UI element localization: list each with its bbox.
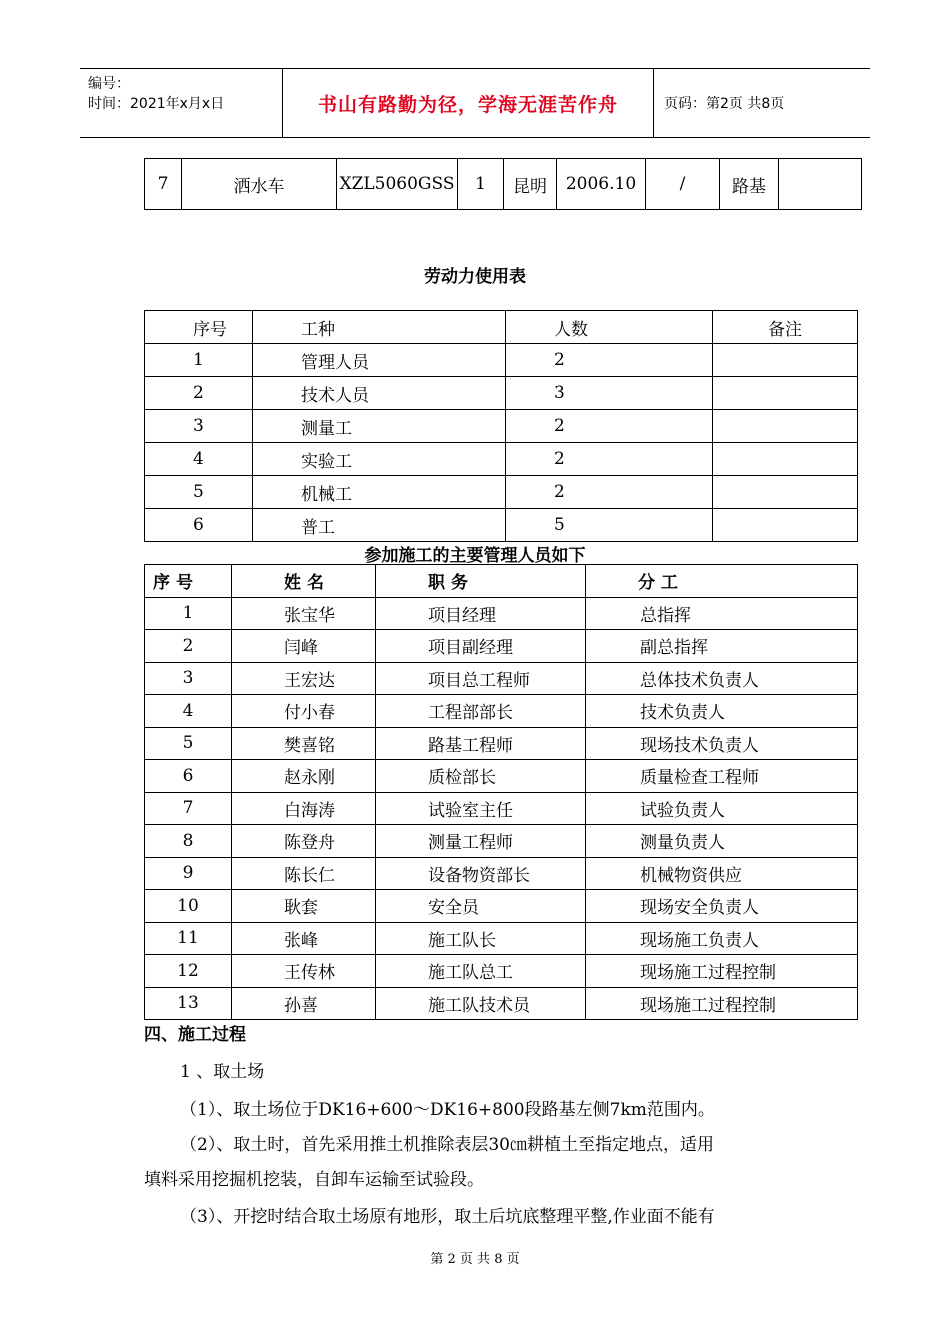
- management-cell: 测量负责人: [586, 825, 858, 858]
- paragraph-2-line-1: （2）、取土时，首先采用推土机推除表层30㎝耕植土至指定地点，适用: [180, 1135, 714, 1155]
- management-cell: 孙喜: [232, 987, 376, 1020]
- labor-cell: 2: [506, 476, 713, 509]
- management-cell: 陈长仁: [232, 857, 376, 890]
- labor-cell: 2: [506, 410, 713, 443]
- equipment-date: 2006.10: [557, 159, 646, 210]
- labor-table: [144, 310, 858, 542]
- table-row: [145, 760, 858, 793]
- management-header-cell: 序号: [145, 565, 232, 598]
- management-cell: 现场安全负责人: [586, 890, 858, 923]
- management-cell: 试验负责人: [586, 792, 858, 825]
- equipment-model: XZL5060GSS: [337, 159, 458, 210]
- paragraph-1: （1）、取土场位于DK16+600～DK16+800段路基左侧7km范围内。: [180, 1100, 715, 1120]
- table-row: [145, 410, 858, 443]
- table-row: [145, 727, 858, 760]
- labor-cell: 实验工: [253, 443, 506, 476]
- management-header-cell: 姓名: [232, 565, 376, 598]
- labor-header-cell: 人数: [506, 311, 713, 344]
- management-cell: 10: [145, 890, 232, 923]
- equipment-usage: 路基: [720, 159, 779, 210]
- management-header-cell: 分工: [586, 565, 858, 598]
- table-row: [145, 344, 858, 377]
- management-cell: 白海涛: [232, 792, 376, 825]
- management-table: [144, 564, 858, 1020]
- labor-cell: [713, 509, 858, 542]
- table-row: [145, 857, 858, 890]
- labor-cell: 3: [145, 410, 253, 443]
- management-cell: 耿套: [232, 890, 376, 923]
- management-cell: 2: [145, 630, 232, 663]
- management-cell: 质量检查工程师: [586, 760, 858, 793]
- management-cell: 王传林: [232, 955, 376, 988]
- management-cell: 施工队技术员: [376, 987, 586, 1020]
- table-row: [145, 922, 858, 955]
- table-row: [145, 630, 858, 663]
- page-footer: 第 2 页 共 8 页: [430, 1252, 520, 1267]
- management-cell: 王宏达: [232, 662, 376, 695]
- labor-cell: 5: [145, 476, 253, 509]
- page-header: [80, 68, 870, 138]
- management-cell: 现场施工过程控制: [586, 987, 858, 1020]
- table-row: [145, 695, 858, 728]
- management-cell: 安全员: [376, 890, 586, 923]
- labor-cell: [713, 344, 858, 377]
- table-row: [145, 662, 858, 695]
- management-cell: 测量工程师: [376, 825, 586, 858]
- labor-cell: 2: [506, 344, 713, 377]
- management-header-row: [145, 565, 858, 598]
- management-cell: 现场施工过程控制: [586, 955, 858, 988]
- table-row: [145, 476, 858, 509]
- management-cell: 8: [145, 825, 232, 858]
- management-cell: 樊喜铭: [232, 727, 376, 760]
- management-cell: 项目总工程师: [376, 662, 586, 695]
- labor-header-cell: 备注: [713, 311, 858, 344]
- management-cell: 总体技术负责人: [586, 662, 858, 695]
- management-cell: 路基工程师: [376, 727, 586, 760]
- table-row: [145, 955, 858, 988]
- table-row: [145, 987, 858, 1020]
- doc-number-label: 编号：: [88, 76, 130, 92]
- table-row: [145, 825, 858, 858]
- management-cell: 赵永刚: [232, 760, 376, 793]
- management-cell: 闫峰: [232, 630, 376, 663]
- management-cell: 陈登舟: [232, 825, 376, 858]
- labor-cell: 3: [506, 377, 713, 410]
- labor-cell: 2: [145, 377, 253, 410]
- management-cell: 工程部部长: [376, 695, 586, 728]
- equipment-seq: 7: [145, 159, 182, 210]
- header-page-number: 页码：第2页 共8页: [664, 96, 785, 112]
- labor-cell: [713, 410, 858, 443]
- labor-cell: 管理人员: [253, 344, 506, 377]
- management-cell: 5: [145, 727, 232, 760]
- labor-cell: 技术人员: [253, 377, 506, 410]
- labor-cell: [713, 377, 858, 410]
- management-cell: 质检部长: [376, 760, 586, 793]
- table-row: [145, 443, 858, 476]
- labor-cell: 5: [506, 509, 713, 542]
- management-cell: 9: [145, 857, 232, 890]
- management-cell: 项目经理: [376, 597, 586, 630]
- table-row: [145, 597, 858, 630]
- paragraph-3: （3）、开挖时结合取土场原有地形，取土后坑底整理平整,作业面不能有: [180, 1207, 715, 1227]
- management-cell: 11: [145, 922, 232, 955]
- labor-cell: 1: [145, 344, 253, 377]
- management-cell: 施工队长: [376, 922, 586, 955]
- header-info-cell: [80, 69, 283, 137]
- labor-cell: 6: [145, 509, 253, 542]
- management-cell: 6: [145, 760, 232, 793]
- doc-time-label: 时间：2021年x月x日: [88, 96, 225, 112]
- table-row: [145, 890, 858, 923]
- management-cell: 总指挥: [586, 597, 858, 630]
- labor-cell: 2: [506, 443, 713, 476]
- management-cell: 13: [145, 987, 232, 1020]
- management-cell: 张峰: [232, 922, 376, 955]
- management-cell: 技术负责人: [586, 695, 858, 728]
- subsection-heading: 1 、取土场: [180, 1062, 265, 1082]
- management-cell: 副总指挥: [586, 630, 858, 663]
- labor-table-title: 劳动力使用表: [424, 267, 526, 287]
- equipment-origin: 昆明: [504, 159, 557, 210]
- equipment-qty: 1: [458, 159, 504, 210]
- management-cell: 项目副经理: [376, 630, 586, 663]
- table-row: [145, 159, 862, 210]
- labor-header-cell: 工种: [253, 311, 506, 344]
- paragraph-2-line-2: 填料采用挖掘机挖装，自卸车运输至试验段。: [144, 1170, 484, 1190]
- management-cell: 试验室主任: [376, 792, 586, 825]
- labor-cell: 机械工: [253, 476, 506, 509]
- table-row: [145, 792, 858, 825]
- table-row: [145, 509, 858, 542]
- labor-cell: [713, 443, 858, 476]
- management-cell: 3: [145, 662, 232, 695]
- equipment-name: 洒水车: [182, 159, 337, 210]
- management-cell: 7: [145, 792, 232, 825]
- management-cell: 现场技术负责人: [586, 727, 858, 760]
- management-cell: 施工队总工: [376, 955, 586, 988]
- management-cell: 4: [145, 695, 232, 728]
- labor-cell: 4: [145, 443, 253, 476]
- management-header-cell: 职务: [376, 565, 586, 598]
- labor-header-cell: 序号: [145, 311, 253, 344]
- management-cell: 1: [145, 597, 232, 630]
- management-table-title: 参加施工的主要管理人员如下: [364, 546, 586, 566]
- equipment-note: [779, 159, 862, 210]
- section-heading: 四、施工过程: [144, 1025, 246, 1045]
- management-cell: 张宝华: [232, 597, 376, 630]
- labor-header-row: [145, 311, 858, 344]
- labor-cell: 测量工: [253, 410, 506, 443]
- header-motto: 书山有路勤为径，学海无涯苦作舟: [283, 69, 654, 137]
- labor-cell: [713, 476, 858, 509]
- equipment-status: /: [646, 159, 720, 210]
- equipment-table: [144, 158, 862, 210]
- management-cell: 12: [145, 955, 232, 988]
- management-cell: 机械物资供应: [586, 857, 858, 890]
- management-cell: 付小春: [232, 695, 376, 728]
- table-row: [145, 377, 858, 410]
- labor-cell: 普工: [253, 509, 506, 542]
- management-cell: 现场施工负责人: [586, 922, 858, 955]
- management-cell: 设备物资部长: [376, 857, 586, 890]
